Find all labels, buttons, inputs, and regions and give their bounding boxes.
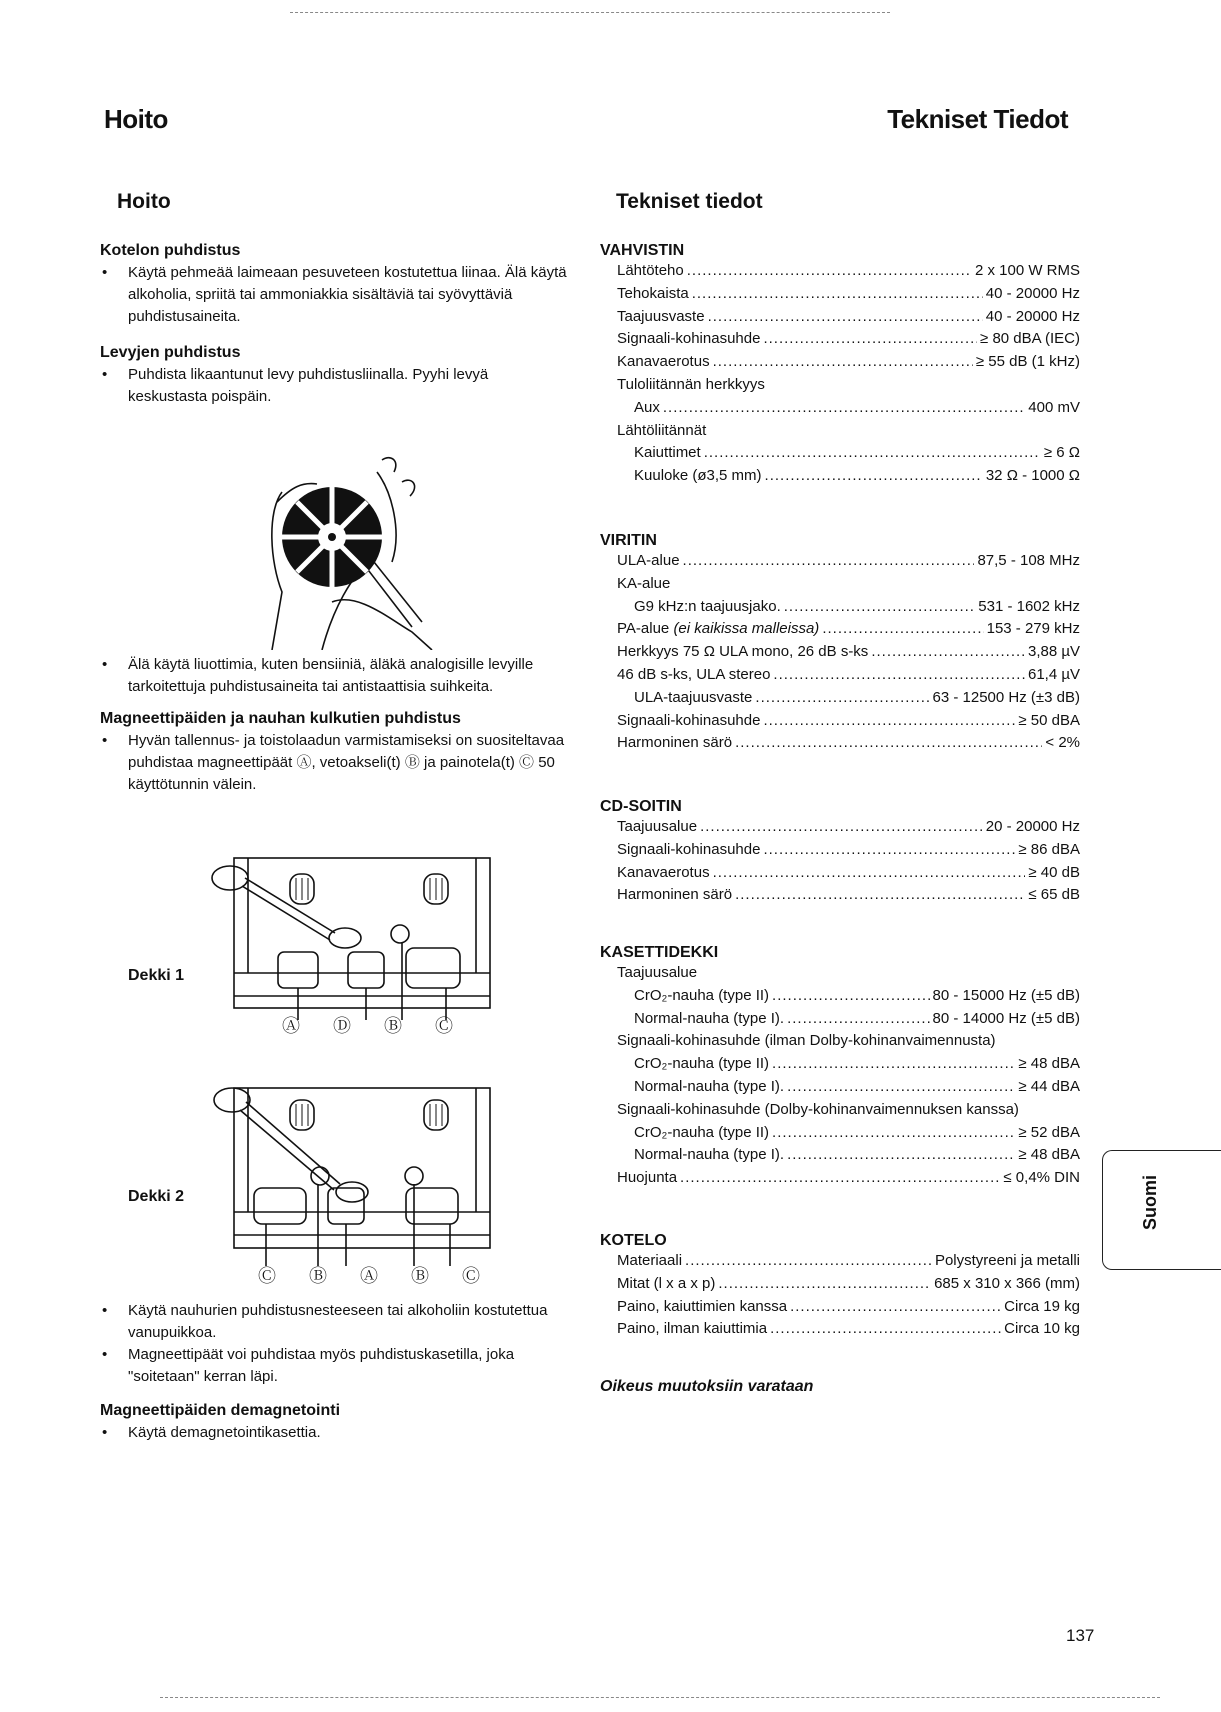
spec-row: Paino, kaiuttimien kanssa ..... Circa 19 kg — [617, 1296, 1080, 1319]
heads-heading: Magneettipäiden ja nauhan kulkutien puhdistus — [100, 710, 461, 727]
cd-heading: CD-SOITIN — [600, 798, 682, 815]
demag-heading: Magneettipäiden demagnetointi — [100, 1402, 341, 1419]
spec-housing — [600, 1232, 1080, 1341]
spec-row: Signaali-kohinasuhde ..... ≥ 50 dBA — [617, 710, 1080, 733]
spec-row: Normal-nauha (type I). ..... 80 - 14000 Hz (±5 dB) — [617, 1008, 1080, 1031]
spec-row: Signaali-kohinasuhde ..... ≥ 86 dBA — [617, 839, 1080, 862]
spec-row: Kuuloke (ø3,5 mm) ..... 32 Ω - 1000 Ω — [617, 465, 1080, 488]
heads-bullet: • Hyvän tallennus- ja toistolaadun varmistamiseksi on suositeltavaa puhdistaa magneettipäät Ⓐ, vetoakseli(t) Ⓑ ja painotela(t) Ⓒ 50 käyttötunnin välein. — [100, 730, 570, 796]
deck1-knobs — [290, 874, 448, 904]
cabinet-heading: Kotelon puhdistus — [100, 242, 241, 259]
cabinet-bullet: • Käytä pehmeää laimeaan pesuveteen kostutettua liinaa. Älä käytä alkoholia, spriitä tai ammoniakkia sisältäviä tai syövyttäviä puhdistusaineita. — [100, 262, 570, 328]
spec-row: Kaiuttimet ..... ≥ 6 Ω — [617, 442, 1080, 465]
spec-row: Aux ..... 400 mV — [617, 397, 1080, 420]
spec-row: ULA-taajuusvaste ..... 63 - 12500 Hz (±3 dB) — [617, 687, 1080, 710]
spec-cassette — [600, 944, 1080, 1190]
specs-section-title: Tekniset tiedot — [616, 190, 763, 213]
spec-row: Harmoninen särö ..... < 2% — [617, 732, 1080, 755]
language-tab-label: Suomi — [1140, 1175, 1160, 1231]
scan-edge-top — [290, 12, 890, 13]
spec-footnote: Oikeus muutoksiin varataan — [600, 1378, 814, 1395]
spec-row: Tehokaista ..... 40 - 20000 Hz — [617, 283, 1080, 306]
deck2-illustration — [210, 1080, 510, 1270]
spec-row: Kanavaerotus ..... ≥ 55 dB (1 kHz) — [617, 351, 1080, 374]
tuner-heading: VIRITIN — [600, 532, 657, 549]
spec-row: Lähtöteho ..... 2 x 100 W RMS — [617, 260, 1080, 283]
spec-subheading: Signaali-kohinasuhde (ilman Dolby-kohinanvaimennusta) — [617, 1032, 996, 1050]
discs-bullet-2: • Älä käytä liuottimia, kuten bensiiniä, äläkä analogisille levyille tarkoitettuja puhdistusaineita tai antistaattisia suihkeita. — [100, 654, 570, 698]
spec-amplifier — [600, 242, 1080, 488]
care-heads — [100, 654, 570, 796]
cassette-heading: KASETTIDEKKI — [600, 944, 719, 961]
scan-edge-bottom — [160, 1697, 1160, 1698]
tip-bullet: • Magneettipäät voi puhdistaa myös puhdistuskasetilla, joka "soitetaan" kerran läpi. — [100, 1344, 570, 1388]
spec-subheading: Tuloliitännän herkkyys — [617, 375, 765, 393]
spec-note: (ei kaikissa malleissa) — [673, 620, 820, 638]
spec-row: PA-alue (ei kaikissa malleissa) ..... 153 - 279 kHz — [617, 618, 1080, 641]
spec-row: CrO₂-nauha (type II) ..... 80 - 15000 Hz (±5 dB) — [617, 985, 1080, 1008]
spec-row: Materiaali ..... Polystyreeni ja metalli — [617, 1250, 1080, 1273]
deck2-knobs — [290, 1100, 448, 1130]
spec-row: Signaali-kohinasuhde ..... ≥ 80 dBA (IEC) — [617, 328, 1080, 351]
language-tab — [1102, 1150, 1221, 1270]
spec-row: Mitat (l x a x p) ..... 685 x 310 x 366 (mm) — [617, 1273, 1080, 1296]
spec-cd — [600, 798, 1080, 907]
spec-row: Kanavaerotus ..... ≥ 40 dB — [617, 862, 1080, 885]
discs-bullet: • Puhdista likaantunut levy puhdistusliinalla. Pyyhi levyä keskustasta poispäin. — [100, 364, 570, 408]
care-tips — [100, 1300, 570, 1444]
disc-cleaning-illustration — [262, 452, 442, 650]
spec-subheading: Lähtöliitännät — [617, 421, 707, 439]
page-header-left: Hoito — [104, 104, 168, 134]
care-section-title: Hoito — [117, 190, 171, 213]
care-cabinet — [100, 242, 570, 408]
page-header-right: Tekniset Tiedot — [887, 104, 1068, 134]
spec-subheading: Signaali-kohinasuhde (Dolby-kohinanvaimennuksen kanssa) — [617, 1100, 1019, 1118]
spec-row: Harmoninen särö ..... ≤ 65 dB — [617, 884, 1080, 907]
deck2-marks: Ⓒ Ⓑ Ⓐ Ⓑ Ⓒ — [258, 1266, 495, 1286]
spec-row: 46 dB s-ks, ULA stereo ..... 61,4 µV — [617, 664, 1080, 687]
spec-row: G9 kHz:n taajuusjako. ..... 531 - 1602 kHz — [617, 596, 1080, 619]
spec-row: ULA-alue ..... 87,5 - 108 MHz — [617, 550, 1080, 573]
discs-heading: Levyjen puhdistus — [100, 344, 241, 361]
spec-subheading: Taajuusalue — [617, 964, 698, 981]
disc-icon — [282, 487, 382, 587]
spec-row: Normal-nauha (type I). ..... ≥ 48 dBA — [617, 1144, 1080, 1167]
housing-heading: KOTELO — [600, 1232, 667, 1249]
deck1-marks: Ⓐ Ⓓ Ⓑ Ⓒ — [282, 1016, 468, 1036]
deck2-label: Dekki 2 — [128, 1188, 185, 1205]
spec-row: Taajuusalue ..... 20 - 20000 Hz — [617, 816, 1080, 839]
deck1-label: Dekki 1 — [128, 967, 185, 984]
deck1-illustration — [210, 848, 510, 1024]
tip-bullet: • Käytä nauhurien puhdistusnesteeseen tai alkoholiin kostutettua vanupuikkoa. — [100, 1300, 570, 1344]
spec-row: CrO₂-nauha (type II) ..... ≥ 52 dBA — [617, 1122, 1080, 1145]
spec-row: Normal-nauha (type I). ..... ≥ 44 dBA — [617, 1076, 1080, 1099]
spec-row: Taajuusvaste ..... 40 - 20000 Hz — [617, 306, 1080, 329]
demag-bullet: • Käytä demagnetointikasettia. — [100, 1422, 570, 1444]
amp-heading: VAHVISTIN — [600, 242, 685, 259]
left-hand-outline — [272, 492, 282, 650]
spec-row: CrO₂-nauha (type II) ..... ≥ 48 dBA — [617, 1053, 1080, 1076]
spec-row: Paino, ilman kaiuttimia ..... Circa 10 kg — [617, 1318, 1080, 1341]
page-number: 137 — [1066, 1626, 1095, 1645]
spec-subheading: KA-alue — [617, 574, 671, 592]
spec-row: Herkkyys 75 Ω ULA mono, 26 dB s-ks ..... 3,88 µV — [617, 641, 1080, 664]
spec-row: Huojunta ..... ≤ 0,4% DIN — [617, 1167, 1080, 1190]
spec-tuner — [600, 532, 1080, 755]
